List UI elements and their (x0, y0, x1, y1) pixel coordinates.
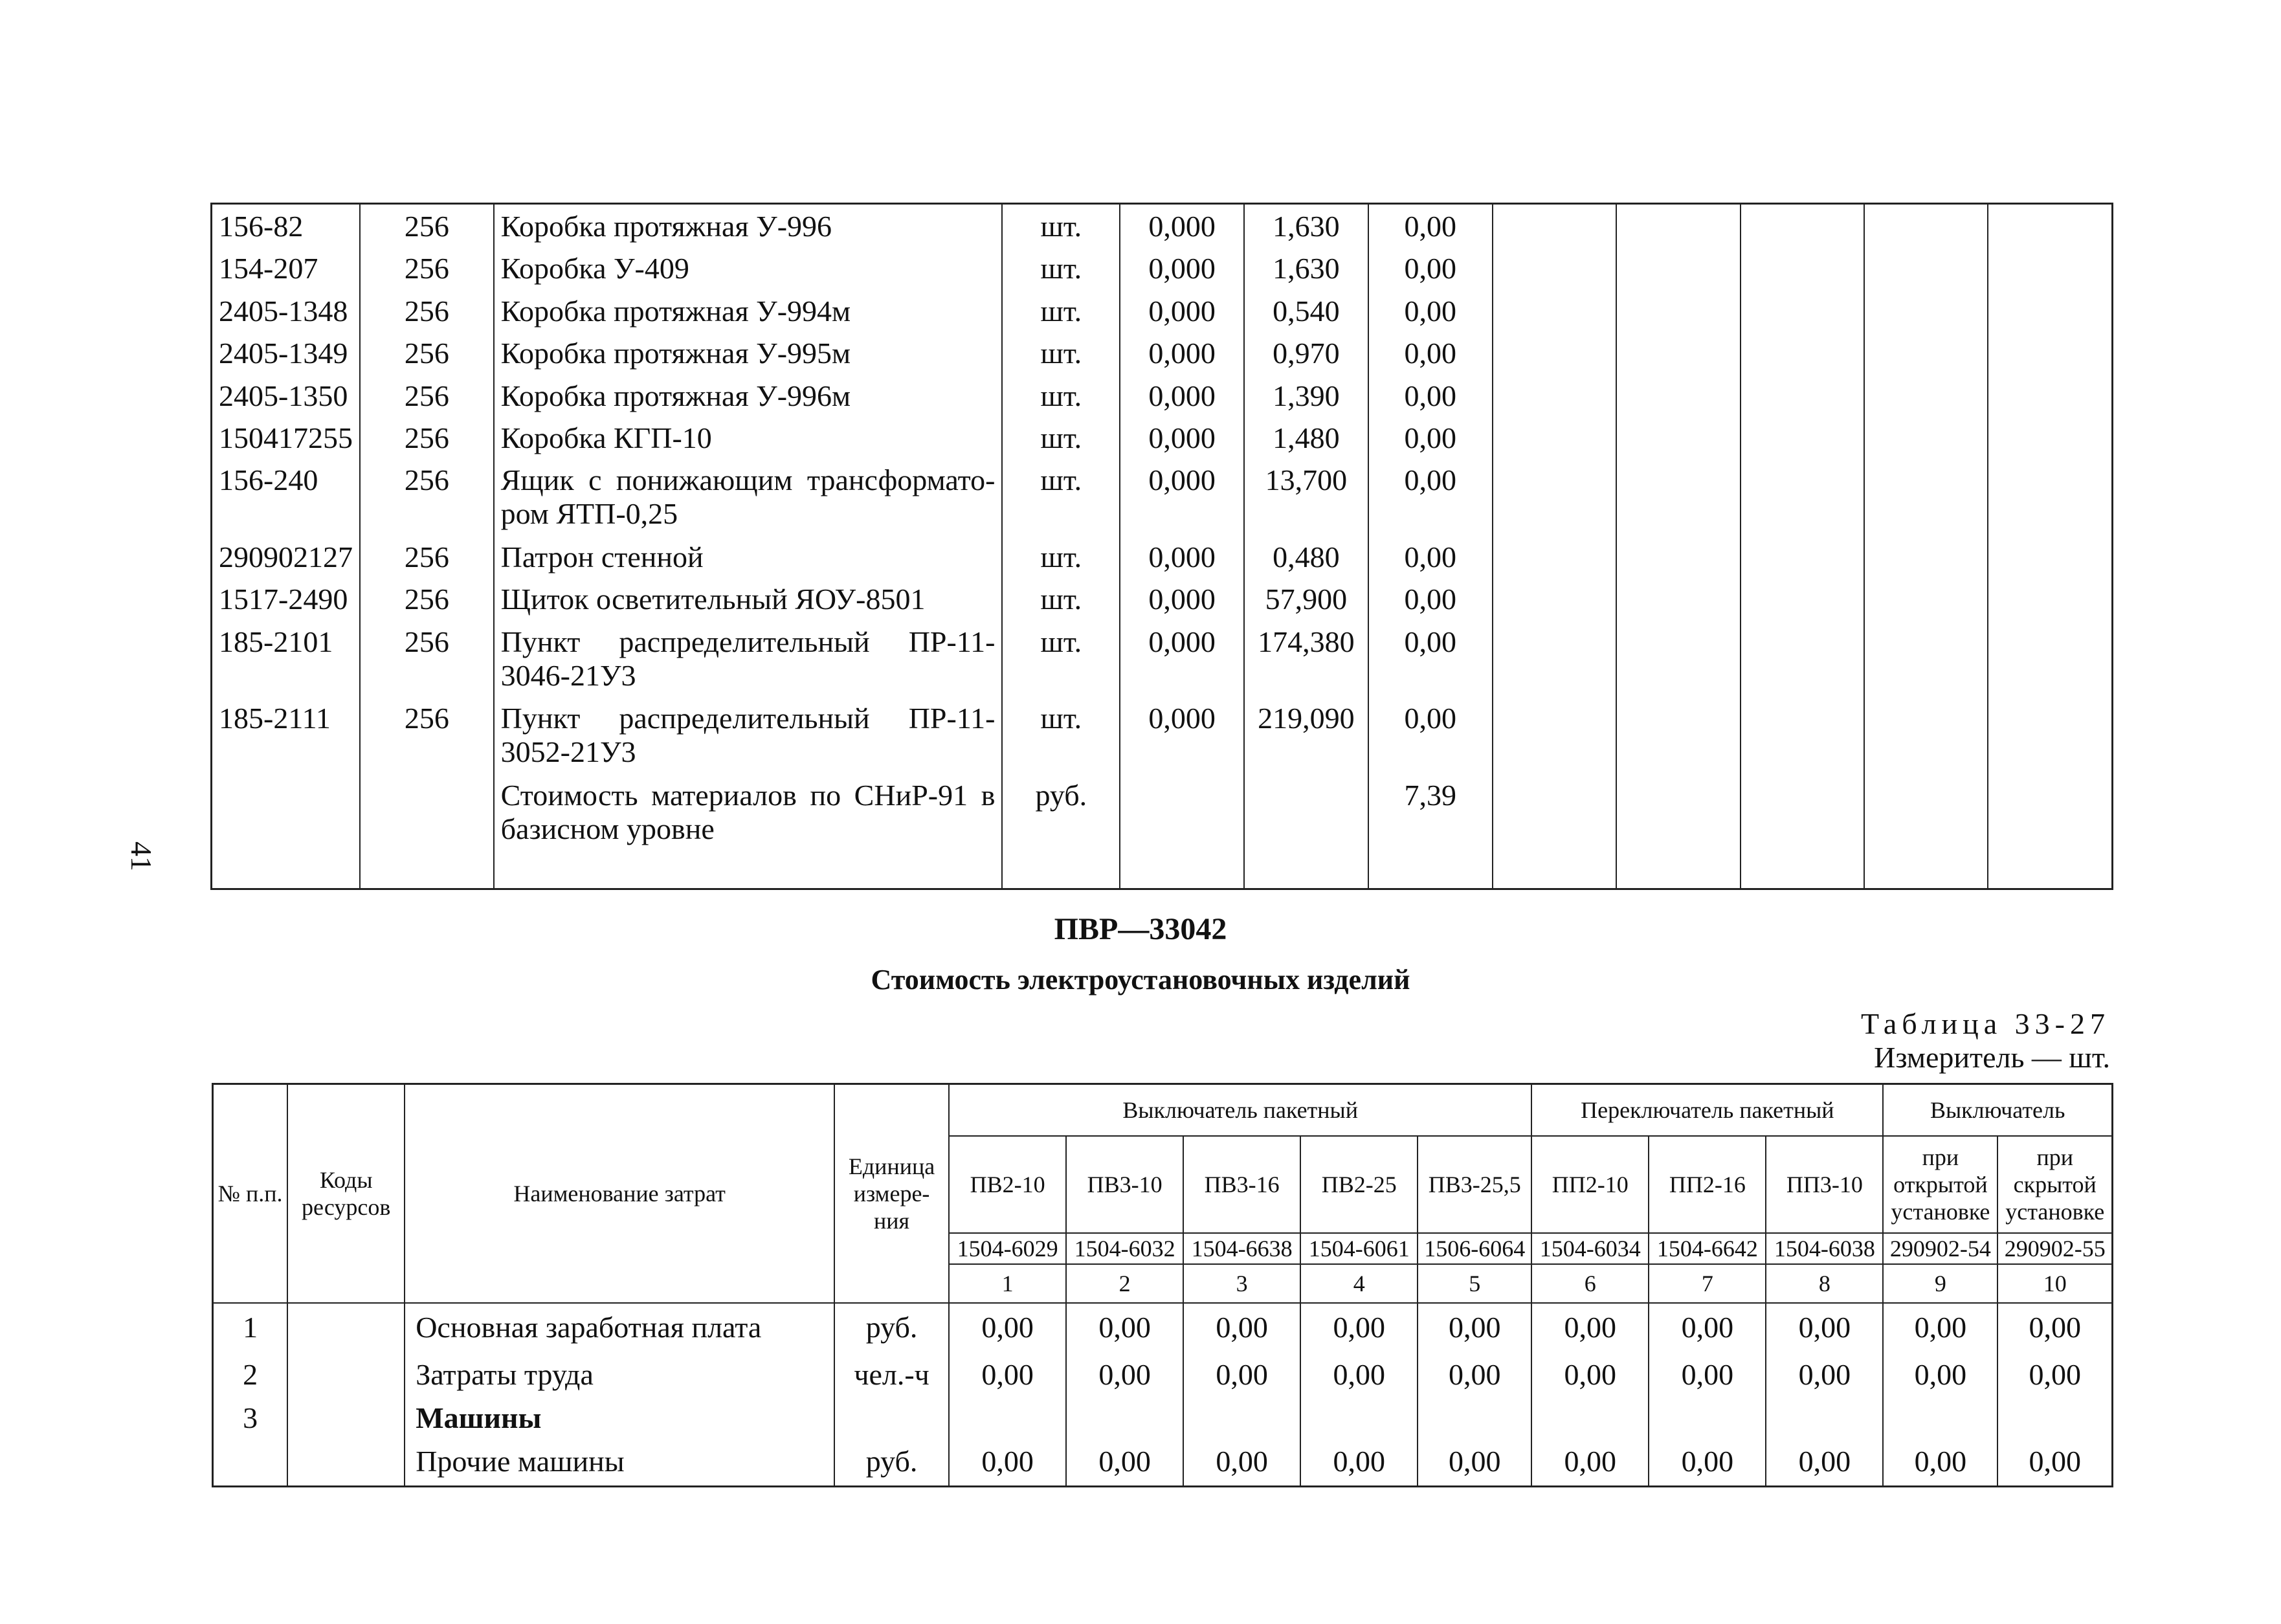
filler-cell (1368, 851, 1493, 889)
row-name: Прочие машины (405, 1438, 834, 1487)
empty-cell (1988, 374, 2112, 416)
empty-cell (1616, 204, 1740, 247)
material-name: Коробка протяжная У-996м (494, 374, 1003, 416)
empty-cell (1741, 204, 1864, 247)
material-rc (360, 773, 494, 851)
material-row (212, 620, 2113, 697)
machines-label: Машины (405, 1399, 834, 1438)
material-rc: 256 (360, 696, 494, 773)
column-number: 6 (1531, 1264, 1649, 1303)
empty-cell (1988, 458, 2112, 535)
material-code: 1517-2490 (212, 577, 361, 619)
empty-cell (1988, 620, 2112, 697)
header-group-breaker: Выключатель (1883, 1084, 2112, 1136)
empty-cell (1988, 247, 2112, 289)
material-code: 156-240 (212, 458, 361, 535)
material-unit: руб. (1002, 773, 1120, 851)
row-value: 0,00 (1531, 1303, 1649, 1351)
filler-row (212, 851, 2113, 889)
empty-cell (1741, 416, 1864, 458)
filler-cell (1741, 851, 1864, 889)
filler-cell (1988, 851, 2112, 889)
resource-code: 1504-6638 (1183, 1233, 1300, 1264)
header-hidden-install: при скрытой установке (1997, 1136, 2112, 1233)
row-value: 0,00 (1066, 1303, 1183, 1351)
column-number: 4 (1300, 1264, 1418, 1303)
materials-table (210, 203, 2113, 890)
material-rc: 256 (360, 289, 494, 331)
empty-cell (1616, 247, 1740, 289)
resource-code: 1504-6029 (949, 1233, 1066, 1264)
header-num: № п.п. (213, 1084, 288, 1303)
section-title: Стоимость электроустановочных изделий (871, 964, 1410, 996)
material-unit: шт. (1002, 416, 1120, 458)
material-v2: 0,540 (1244, 289, 1368, 331)
material-name: Коробка протяжная У-994м (494, 289, 1003, 331)
empty-cell (1864, 577, 1988, 619)
material-rc: 256 (360, 458, 494, 535)
empty-cell (1649, 1399, 1766, 1438)
filler-cell (1864, 851, 1988, 889)
empty-cell (1616, 289, 1740, 331)
row-value: 0,00 (1418, 1303, 1531, 1351)
row-value: 0,00 (1300, 1303, 1418, 1351)
empty-cell (1493, 535, 1616, 577)
resource-code: 1504-6061 (1300, 1233, 1418, 1264)
material-code: 154-207 (212, 247, 361, 289)
row-codes (287, 1399, 405, 1438)
empty-cell (1741, 458, 1864, 535)
material-rc: 256 (360, 620, 494, 697)
material-row (212, 458, 2113, 535)
empty-cell (1988, 577, 2112, 619)
empty-cell (1066, 1399, 1183, 1438)
resource-code: 1504-6642 (1649, 1233, 1766, 1264)
row-value: 0,00 (1183, 1438, 1300, 1487)
empty-cell (1988, 204, 2112, 247)
material-code: 2405-1349 (212, 331, 361, 373)
row-value: 0,00 (949, 1438, 1066, 1487)
empty-cell (1864, 620, 1988, 697)
row-value: 0,00 (1066, 1351, 1183, 1399)
material-v1: 0,000 (1120, 535, 1244, 577)
empty-cell (1864, 416, 1988, 458)
material-v3: 0,00 (1368, 416, 1493, 458)
material-unit: шт. (1002, 620, 1120, 697)
model-header: ПВ3-10 (1066, 1136, 1183, 1233)
empty-cell (1741, 696, 1864, 773)
empty-cell (1741, 289, 1864, 331)
empty-cell (1493, 696, 1616, 773)
empty-cell (1616, 696, 1740, 773)
column-number: 8 (1766, 1264, 1883, 1303)
resource-code: 1504-6034 (1531, 1233, 1649, 1264)
model-header: ПП2-10 (1531, 1136, 1649, 1233)
header-group-switch: Выключатель пакетный (949, 1084, 1531, 1136)
cost-row (213, 1351, 2113, 1399)
empty-cell (1616, 577, 1740, 619)
empty-cell (1997, 1399, 2112, 1438)
material-unit: шт. (1002, 535, 1120, 577)
material-unit: шт. (1002, 577, 1120, 619)
row-value: 0,00 (1883, 1303, 1997, 1351)
empty-cell (1741, 535, 1864, 577)
material-v1: 0,000 (1120, 204, 1244, 247)
material-v2: 1,630 (1244, 247, 1368, 289)
row-codes (287, 1303, 405, 1351)
material-name: Пункт распределительный ПР-11-3046-21У3 (494, 620, 1003, 697)
row-value: 0,00 (1183, 1351, 1300, 1399)
material-v3: 0,00 (1368, 289, 1493, 331)
material-v1: 0,000 (1120, 247, 1244, 289)
row-value: 0,00 (1649, 1438, 1766, 1487)
material-v1: 0,000 (1120, 620, 1244, 697)
page-number: 41 (125, 841, 158, 871)
model-header: ПВ2-25 (1300, 1136, 1418, 1233)
material-v2: 1,630 (1244, 204, 1368, 247)
material-v1: 0,000 (1120, 696, 1244, 773)
empty-cell (1493, 331, 1616, 373)
filler-cell (1493, 851, 1616, 889)
header-unit: Единица измере-ния (834, 1084, 949, 1303)
row-value: 0,00 (1997, 1351, 2112, 1399)
material-v1: 0,000 (1120, 374, 1244, 416)
material-v1 (1120, 773, 1244, 851)
empty-cell (834, 1399, 949, 1438)
empty-cell (1493, 620, 1616, 697)
material-v3: 0,00 (1368, 535, 1493, 577)
row-value: 0,00 (1883, 1438, 1997, 1487)
row-value: 0,00 (1766, 1303, 1883, 1351)
empty-cell (1864, 458, 1988, 535)
material-row (212, 289, 2113, 331)
row-value: 0,00 (1183, 1303, 1300, 1351)
row-unit: руб. (834, 1303, 949, 1351)
empty-cell (1741, 331, 1864, 373)
empty-cell (1531, 1399, 1649, 1438)
filler-cell (1120, 851, 1244, 889)
empty-cell (1493, 289, 1616, 331)
empty-cell (1864, 773, 1988, 851)
header-name: Наименование затрат (405, 1084, 834, 1303)
material-v2: 1,480 (1244, 416, 1368, 458)
empty-cell (1616, 773, 1740, 851)
costs-table (212, 1083, 2113, 1487)
empty-cell (1864, 696, 1988, 773)
material-v1: 0,000 (1120, 458, 1244, 535)
machines-row (213, 1399, 2113, 1438)
empty-cell (1493, 577, 1616, 619)
material-name: Щиток осветительный ЯОУ-8501 (494, 577, 1003, 619)
empty-cell (1493, 204, 1616, 247)
material-row (212, 374, 2113, 416)
material-unit: шт. (1002, 374, 1120, 416)
material-v2: 13,700 (1244, 458, 1368, 535)
row-name: Основная заработная плата (405, 1303, 834, 1351)
row-name: Затраты труда (405, 1351, 834, 1399)
empty-cell (949, 1399, 1066, 1438)
material-row (212, 204, 2113, 247)
row-value: 0,00 (1883, 1351, 1997, 1399)
header-group-changeover: Переключатель пакетный (1531, 1084, 1883, 1136)
row-value: 0,00 (1300, 1351, 1418, 1399)
empty-cell (1493, 247, 1616, 289)
material-unit: шт. (1002, 331, 1120, 373)
empty-cell (1864, 535, 1988, 577)
empty-cell (1988, 773, 2112, 851)
empty-cell (1988, 535, 2112, 577)
empty-cell (1616, 374, 1740, 416)
material-rc: 256 (360, 331, 494, 373)
row-num: 2 (213, 1351, 288, 1399)
empty-cell (1616, 331, 1740, 373)
table-number: Таблица 33-27 (1860, 1007, 2110, 1040)
empty-cell (1988, 331, 2112, 373)
material-rc: 256 (360, 416, 494, 458)
material-unit: шт. (1002, 696, 1120, 773)
cost-row (213, 1303, 2113, 1351)
empty-cell (1864, 289, 1988, 331)
material-v2: 0,970 (1244, 331, 1368, 373)
empty-cell (1493, 773, 1616, 851)
column-number: 3 (1183, 1264, 1300, 1303)
model-header: ПП3-10 (1766, 1136, 1883, 1233)
row-value: 0,00 (1649, 1303, 1766, 1351)
empty-cell (1864, 247, 1988, 289)
empty-cell (1616, 458, 1740, 535)
material-v2: 57,900 (1244, 577, 1368, 619)
material-v3: 0,00 (1368, 204, 1493, 247)
material-rc: 256 (360, 204, 494, 247)
material-v3: 0,00 (1368, 577, 1493, 619)
row-value: 0,00 (1649, 1351, 1766, 1399)
empty-cell (1864, 331, 1988, 373)
empty-cell (1988, 416, 2112, 458)
resource-code: 290902-55 (1997, 1233, 2112, 1264)
filler-cell (494, 851, 1003, 889)
material-row (212, 535, 2113, 577)
row-value: 0,00 (1300, 1438, 1418, 1487)
material-v3: 0,00 (1368, 620, 1493, 697)
resource-code: 1504-6038 (1766, 1233, 1883, 1264)
material-v2: 0,480 (1244, 535, 1368, 577)
material-v2 (1244, 773, 1368, 851)
resource-code: 1504-6032 (1066, 1233, 1183, 1264)
material-code: 185-2111 (212, 696, 361, 773)
empty-cell (1988, 289, 2112, 331)
material-name: Коробка У-409 (494, 247, 1003, 289)
material-code: 2405-1350 (212, 374, 361, 416)
empty-cell (1616, 620, 1740, 697)
row-value: 0,00 (1766, 1438, 1883, 1487)
row-value: 0,00 (1531, 1351, 1649, 1399)
material-code: 290902127 (212, 535, 361, 577)
material-name: Стоимость материалов по СНиР-91 в базисном уровне (494, 773, 1003, 851)
filler-cell (1002, 851, 1120, 889)
row-value: 0,00 (1066, 1438, 1183, 1487)
row-num (213, 1438, 288, 1487)
model-header: ПВ2-10 (949, 1136, 1066, 1233)
cost-row (213, 1438, 2113, 1487)
empty-cell (1766, 1399, 1883, 1438)
row-value: 0,00 (1766, 1351, 1883, 1399)
empty-cell (1493, 458, 1616, 535)
material-row (212, 416, 2113, 458)
empty-cell (1864, 374, 1988, 416)
empty-cell (1616, 535, 1740, 577)
section-code: ПВР—33042 (1054, 912, 1227, 946)
row-value: 0,00 (949, 1351, 1066, 1399)
row-value: 0,00 (1997, 1438, 2112, 1487)
filler-cell (1616, 851, 1740, 889)
filler-cell (360, 851, 494, 889)
material-row (212, 331, 2113, 373)
filler-cell (212, 851, 361, 889)
resource-code: 1506-6064 (1418, 1233, 1531, 1264)
material-v3: 0,00 (1368, 374, 1493, 416)
material-v3: 0,00 (1368, 458, 1493, 535)
material-unit: шт. (1002, 247, 1120, 289)
empty-cell (1988, 696, 2112, 773)
material-v1: 0,000 (1120, 331, 1244, 373)
material-row (212, 577, 2113, 619)
material-v1: 0,000 (1120, 577, 1244, 619)
empty-cell (1741, 374, 1864, 416)
material-code: 2405-1348 (212, 289, 361, 331)
material-code (212, 773, 361, 851)
material-name: Коробка КГП-10 (494, 416, 1003, 458)
empty-cell (1616, 416, 1740, 458)
column-number: 2 (1066, 1264, 1183, 1303)
material-v1: 0,000 (1120, 289, 1244, 331)
column-number: 1 (949, 1264, 1066, 1303)
row-codes (287, 1351, 405, 1399)
material-v2: 174,380 (1244, 620, 1368, 697)
material-name: Пункт распределительный ПР-11-3052-21У3 (494, 696, 1003, 773)
empty-cell (1741, 773, 1864, 851)
column-number: 5 (1418, 1264, 1531, 1303)
material-unit: шт. (1002, 204, 1120, 247)
empty-cell (1418, 1399, 1531, 1438)
material-code: 156-82 (212, 204, 361, 247)
empty-cell (1883, 1399, 1997, 1438)
material-rc: 256 (360, 374, 494, 416)
empty-cell (1741, 577, 1864, 619)
filler-cell (1244, 851, 1368, 889)
material-row (212, 247, 2113, 289)
model-header: ПВ3-25,5 (1418, 1136, 1531, 1233)
row-value: 0,00 (1418, 1438, 1531, 1487)
measure-unit: Измеритель — шт. (1874, 1041, 2110, 1074)
material-name: Ящик с понижающим трансформато-ром ЯТП-0,25 (494, 458, 1003, 535)
row-value: 0,00 (1997, 1303, 2112, 1351)
material-v2: 1,390 (1244, 374, 1368, 416)
material-v1: 0,000 (1120, 416, 1244, 458)
material-v3: 0,00 (1368, 696, 1493, 773)
row-unit: чел.-ч (834, 1351, 949, 1399)
material-unit: шт. (1002, 458, 1120, 535)
material-rc: 256 (360, 535, 494, 577)
row-value: 0,00 (1531, 1438, 1649, 1487)
column-number: 7 (1649, 1264, 1766, 1303)
material-unit: шт. (1002, 289, 1120, 331)
material-row (212, 696, 2113, 773)
header-open-install: при открытой установке (1883, 1136, 1997, 1233)
empty-cell (1493, 374, 1616, 416)
row-num: 1 (213, 1303, 288, 1351)
model-header: ПП2-16 (1649, 1136, 1766, 1233)
material-code: 150417255 (212, 416, 361, 458)
empty-cell (1183, 1399, 1300, 1438)
model-header: ПВ3-16 (1183, 1136, 1300, 1233)
empty-cell (1741, 247, 1864, 289)
empty-cell (1741, 620, 1864, 697)
material-name: Патрон стенной (494, 535, 1003, 577)
material-v3: 7,39 (1368, 773, 1493, 851)
material-v2: 219,090 (1244, 696, 1368, 773)
empty-cell (1493, 416, 1616, 458)
column-number: 9 (1883, 1264, 1997, 1303)
row-unit: руб. (834, 1438, 949, 1487)
material-name: Коробка протяжная У-996 (494, 204, 1003, 247)
row-codes (287, 1438, 405, 1487)
material-name: Коробка протяжная У-995м (494, 331, 1003, 373)
material-v3: 0,00 (1368, 331, 1493, 373)
resource-code: 290902-54 (1883, 1233, 1997, 1264)
empty-cell (1864, 204, 1988, 247)
header-codes: Коды ресурсов (287, 1084, 405, 1303)
material-v3: 0,00 (1368, 247, 1493, 289)
row-value: 0,00 (1418, 1351, 1531, 1399)
row-value: 0,00 (949, 1303, 1066, 1351)
material-rc: 256 (360, 247, 494, 289)
material-code: 185-2101 (212, 620, 361, 697)
empty-cell (1300, 1399, 1418, 1438)
material-row (212, 773, 2113, 851)
row-num: 3 (213, 1399, 288, 1438)
material-rc: 256 (360, 577, 494, 619)
column-number: 10 (1997, 1264, 2112, 1303)
